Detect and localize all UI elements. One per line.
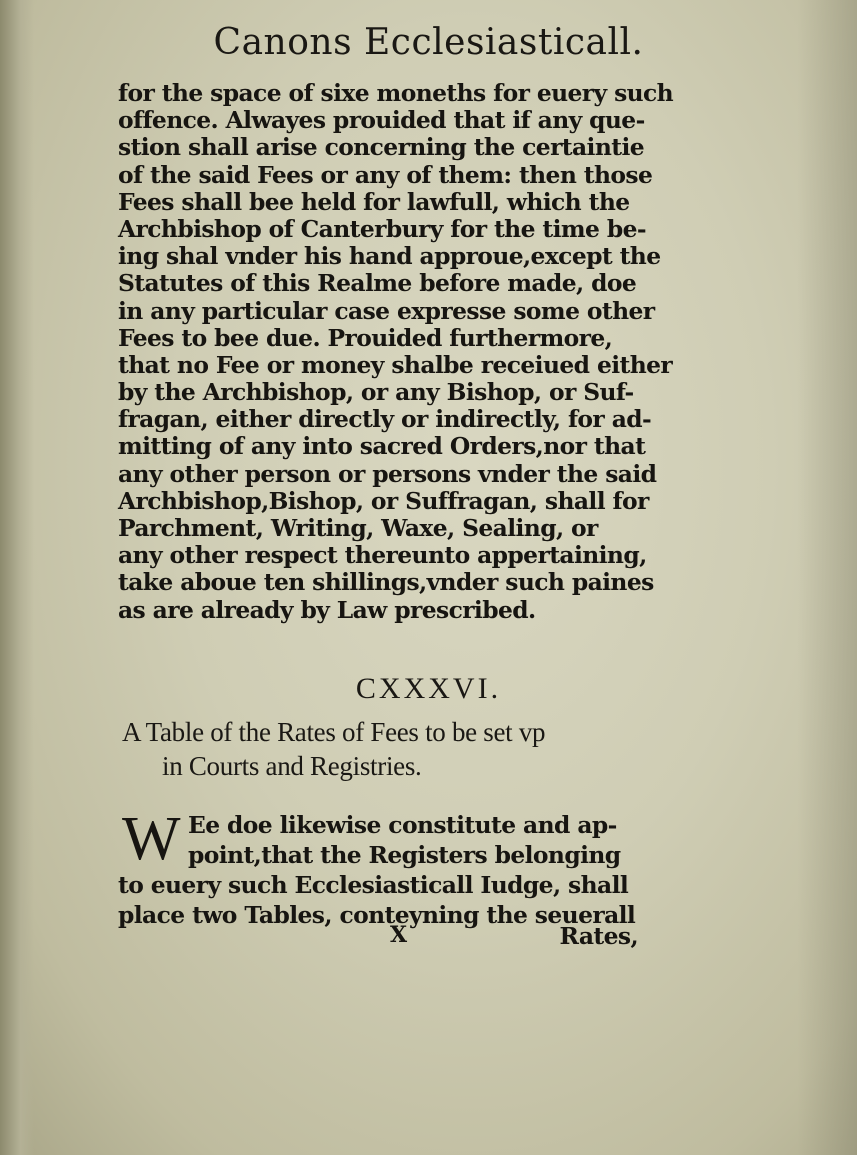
text-line: mitting of any into sacred Orders,nor that [118,432,646,461]
canon-136-text [118,805,658,930]
text-line: to euery such Ecclesiasticall Iudge, shall [118,871,629,899]
text-line: Statutes of this Realme before made, doe [118,269,637,298]
canon-135-continuation [118,79,674,624]
text-line: Fees to bee due. Prouided furthermore, [118,323,613,352]
text-line: of the said Fees or any of them: then those [118,160,653,189]
drop-cap: W [122,805,181,873]
text-line: fragan, either directly or indirectly, for ad- [118,405,652,434]
text-line: Parchment, Writing, Waxe, Sealing, or [118,514,598,542]
signature-mark: X [390,922,408,948]
text-line: any other person or persons vnder the said [118,459,657,488]
text-line: by the Archbishop, or any Bishop, or Suf- [118,378,634,407]
text-line: Archbishop of Canterbury for the time be- [118,214,647,243]
running-head: Canons Ecclesiasticall. [213,22,644,63]
text-line: point,that the Registers belonging [188,841,621,869]
text-line: offence. Alwayes prouided that if any que- [118,106,645,135]
text-line: any other respect thereunto appertaining, [118,541,647,570]
text-line: Fees shall bee held for lawfull, which the [118,187,630,216]
text-line: for the space of sixe moneths for euery such [118,79,674,107]
canon-title-line: in Courts and Registries. [162,751,422,781]
text-line: Ee doe likewise constitute and ap- [188,811,617,839]
catchword: Rates, [559,922,638,950]
text-line: take aboue ten shillings,vnder such paines [118,568,654,597]
text-line: stion shall arise concerning the certaintie [118,133,645,162]
canon-number: CXXXVI. [355,672,502,705]
text-line: Archbishop,Bishop, or Suffragan, shall for [118,486,649,515]
text-line: in any particular case expresse some other [118,296,655,325]
text-line: place two Tables, conteyning the seuerall [118,901,636,929]
canon-title [122,715,545,783]
text-line: ing shal vnder his hand approue,except the [118,242,661,271]
text-line: as are already by Law prescribed. [118,595,536,624]
canon-title-line: A Table of the Rates of Fees to be set vp [122,717,546,747]
text-line: that no Fee or money shalbe receiued either [118,350,673,379]
